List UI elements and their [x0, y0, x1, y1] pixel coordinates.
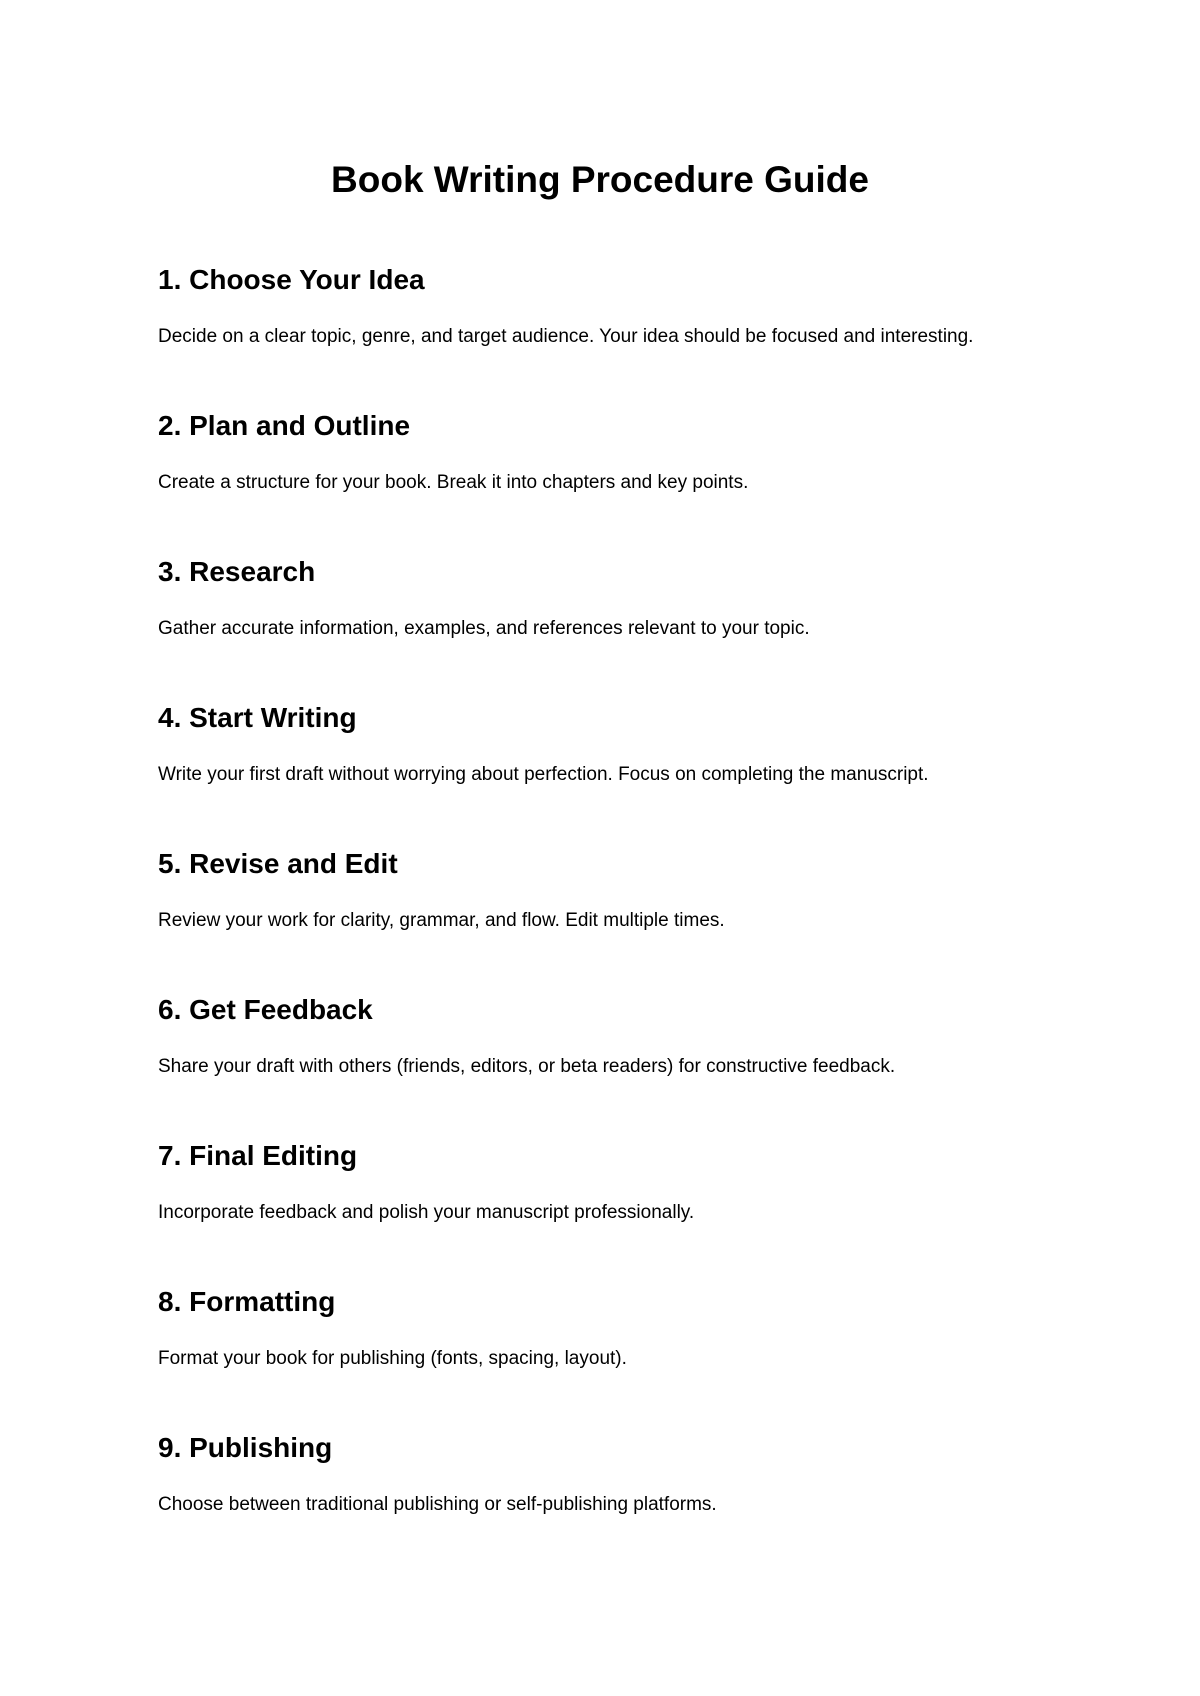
section-revise-edit	[158, 847, 1058, 931]
section-heading: 6. Get Feedback	[158, 994, 373, 1025]
section-heading: 2. Plan and Outline	[158, 410, 411, 441]
section-get-feedback	[158, 993, 1058, 1077]
section-heading: 3. Research	[158, 556, 316, 587]
section-body: Write your first draft without worrying about perfection. Focus on completing the manuscript.	[158, 764, 929, 785]
section-heading: 7. Final Editing	[158, 1140, 358, 1171]
section-publishing	[158, 1431, 1058, 1515]
section-body: Format your book for publishing (fonts, spacing, layout).	[158, 1348, 627, 1369]
section-choose-idea	[158, 263, 1058, 347]
section-heading: 4. Start Writing	[158, 702, 357, 733]
section-body: Create a structure for your book. Break it into chapters and key points.	[158, 472, 749, 493]
section-plan-outline	[158, 409, 1058, 493]
section-formatting	[158, 1285, 1058, 1369]
section-body: Review your work for clarity, grammar, and flow. Edit multiple times.	[158, 910, 725, 931]
page-title: Book Writing Procedure Guide	[331, 159, 869, 200]
section-start-writing	[158, 701, 1058, 785]
section-heading: 9. Publishing	[158, 1432, 333, 1463]
section-research	[158, 555, 1058, 639]
section-body: Decide on a clear topic, genre, and target audience. Your idea should be focused and interesting.	[158, 326, 974, 347]
section-body: Incorporate feedback and polish your manuscript professionally.	[158, 1202, 695, 1223]
section-body: Gather accurate information, examples, and references relevant to your topic.	[158, 618, 810, 639]
section-final-editing	[158, 1139, 1058, 1223]
section-heading: 8. Formatting	[158, 1286, 336, 1317]
section-body: Choose between traditional publishing or self-publishing platforms.	[158, 1494, 717, 1515]
section-heading: 1. Choose Your Idea	[158, 264, 425, 295]
section-body: Share your draft with others (friends, editors, or beta readers) for constructive feedback.	[158, 1056, 896, 1077]
section-heading: 5. Revise and Edit	[158, 848, 398, 879]
